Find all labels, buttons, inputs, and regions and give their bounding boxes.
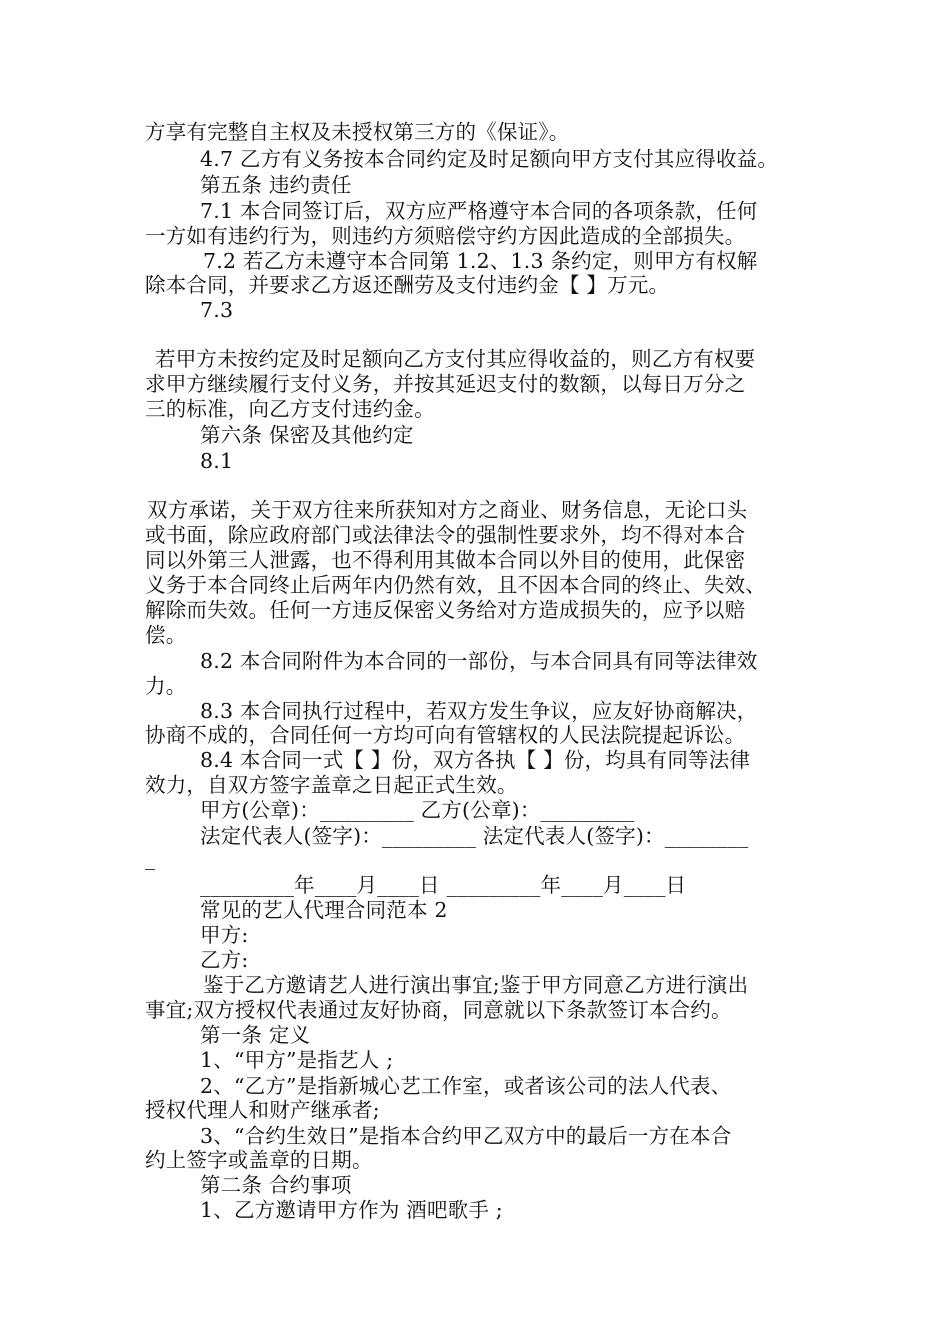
signature-line: 法定代表人(签字)：_________ 法定代表人(签字)：________	[200, 824, 749, 848]
text-line: 4.7 乙方有义务按本合同约定及时足额向甲方支付其应得收益。	[200, 147, 779, 171]
text-line: 8.3 本合同执行过程中，若双方发生争议，应友好协商解决，	[200, 699, 758, 723]
signature-line: 甲方(公章)：_________ 乙方(公章)：_________	[200, 798, 635, 822]
text-line: 力。	[145, 674, 187, 698]
clause-number: 7.3	[200, 298, 234, 322]
party-label: 乙方:	[200, 948, 249, 972]
text-line: 8.4 本合同一式【 】份，双方各执【 】份，均具有同等法律	[200, 748, 751, 772]
section-heading: 第五条 违约责任	[200, 173, 352, 197]
text-line: 约上签字或盖章的日期。	[145, 1148, 373, 1172]
text-line: 1、“甲方”是指艺人 ;	[200, 1048, 394, 1072]
text-line: 解除而失效。任何一方违反保密义务给对方造成损失的，应予以赔	[145, 598, 746, 622]
text-line: 2、“乙方”是指新城心艺工作室，或者该公司的法人代表、	[200, 1074, 732, 1098]
text-line: 一方如有违约行为，则违约方须赔偿守约方因此造成的全部损失。	[145, 224, 746, 248]
text-line: 义务于本合同终止后两年内仍然有效，且不因本合同的终止、失效、	[145, 573, 766, 597]
text-line: 双方承诺，关于双方往来所获知对方之商业、财务信息，无论口头	[147, 498, 748, 522]
date-line: _________年____月____日 _________年____月____日	[200, 873, 687, 897]
text-line: 3、“合约生效日”是指本合约甲乙双方中的最后一方在本合	[200, 1124, 732, 1148]
section-heading: 第二条 合约事项	[200, 1173, 352, 1197]
text-line: 三的标准，向乙方支付违约金。	[145, 397, 435, 421]
section-heading: 第一条 定义	[200, 1023, 311, 1047]
text-line: 7.1 本合同签订后，双方应严格遵守本合同的各项条款，任何	[200, 199, 758, 223]
text-line: 授权代理人和财产继承者;	[145, 1098, 380, 1122]
text-line: 协商不成的，合同任何一方均可向有管辖权的人民法院提起诉讼。	[145, 723, 746, 747]
text-line: 求甲方继续履行支付义务，并按其延迟支付的数额，以每日万分之	[145, 372, 746, 396]
text-line: 事宜;双方授权代表通过友好协商，同意就以下条款签订本合约。	[145, 998, 732, 1022]
text-line: 方享有完整自主权及未授权第三方的《保证》。	[145, 120, 570, 144]
text-line: 或书面，除应政府部门或法律法令的强制性要求外，均不得对本合	[145, 523, 746, 547]
text-line: 若甲方未按约定及时足额向乙方支付其应得收益的，则乙方有权要	[155, 347, 756, 371]
text-line: 1、乙方邀请甲方作为 酒吧歌手 ;	[200, 1198, 503, 1222]
section-heading: 第六条 保密及其他约定	[200, 423, 414, 447]
document-title: 常见的艺人代理合同范本 2	[200, 898, 448, 922]
text-line: _	[145, 846, 156, 870]
text-line: 除本合同，并要求乙方返还酬劳及支付违约金【 】万元。	[145, 273, 670, 297]
text-line: 鉴于乙方邀请艺人进行演出事宜;鉴于甲方同意乙方进行演出	[203, 973, 749, 997]
text-line: 效力，自双方签字盖章之日起正式生效。	[145, 773, 518, 797]
text-line: 同以外第三人泄露，也不得利用其做本合同以外目的使用，此保密	[145, 548, 746, 572]
text-line: 8.2 本合同附件为本合同的一部份，与本合同具有同等法律效	[200, 649, 758, 673]
party-label: 甲方:	[200, 923, 249, 947]
text-line: 7.2 若乙方未遵守本合同第 1.2、1.3 条约定，则甲方有权解	[203, 249, 758, 273]
text-line: 偿。	[145, 623, 187, 647]
clause-number: 8.1	[200, 449, 234, 473]
